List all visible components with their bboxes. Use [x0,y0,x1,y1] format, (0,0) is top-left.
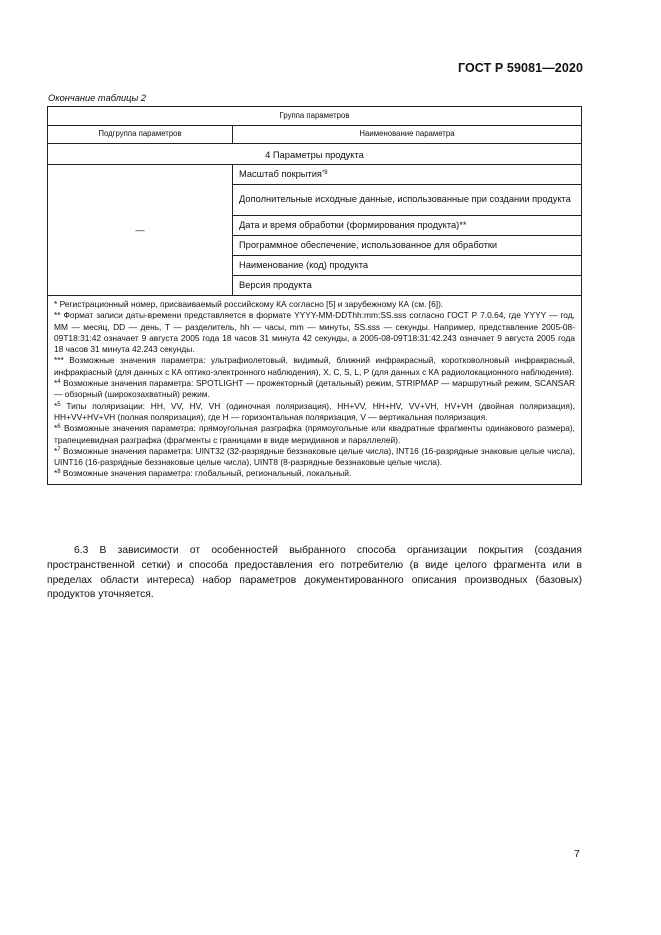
body-paragraph: 6.3 В зависимости от особенностей выбранного способа организации покрытия (создания пространственной сетки) и способа предоставления его потребителю (в виде целого фрагмента или в пределах области интереса) набор параметров документированного описания производных (базовых) продуктов уточняется. [47,545,582,601]
footnote-number: 8 [57,469,61,476]
subgroup-cell: — [48,165,233,296]
group-header: Группа параметров [48,107,582,126]
column-header-subgroup: Подгруппа параметров [48,126,233,144]
footnote [54,468,575,479]
footnote-text: Типы поляризации: HH, VV, HV, VH (одиночная поляризация), HH+VV, HH+HV, VV+VH, HV+VH (двойная поляризация), HH+VV+HV+VH (полная поляризация), где H — горизонтальная поляризация, V — вертикальная поляризация. [54,400,575,422]
parameter-row [233,236,582,256]
footnote [54,299,575,310]
section-title: 4 Параметры продукта [48,144,582,165]
footnote-number: 4 [57,379,61,386]
footnote-mark: * [54,445,58,456]
footnote-text: Возможные значения параметра: UINT32 (32-разрядные беззнаковые целые числа), INT16 (16-разрядные знаковые целые числа), UINT16 (16-разрядные беззнаковые целые числа), UINT8 (8-разрядные беззнаковые целые числа). [54,445,575,468]
parameter-row [233,165,582,185]
table-caption: Окончание таблицы 2 [48,93,147,103]
parameter-text: Масштаб покрытия [239,168,322,179]
parameter-text: Дата и время обработки (формирования продукта)** [239,219,467,230]
footnote-number: 6 [57,424,61,431]
parameter-text: Дополнительные исходные данные, использованные при создании продукта [239,194,571,205]
footnote-text: Возможные значения параметра: SPOTLIGHT — прожекторный (детальный) режим, STRIPMAP — маршрутный режим, SCANSAR — обзорный (широкозахватный) режим. [54,378,575,400]
footnote-number: 5 [57,401,61,408]
footnote-marker: *8 [321,169,328,176]
parameter-row [233,216,582,236]
footnote [54,401,575,424]
parameter-text: Программное обеспечение, использованное для обработки [239,239,498,250]
parameter-row [233,276,582,296]
parameter-text: Наименование (код) продукта [239,259,369,270]
footnote-number: 7 [57,446,61,453]
footnote-text: Возможные значения параметра: глобальный, региональный, локальный. [60,468,352,479]
footnote [54,423,575,446]
footnote-mark: * [54,400,58,411]
footnote-mark: * [54,423,58,434]
table-footnotes [48,296,582,485]
footnote [54,355,575,378]
footnote-text: * Регистрационный номер, присваиваемый российскому КА согласно [5] и зарубежному КА (см. [6]). [54,299,444,309]
footnote-text: Возможные значения параметра: прямоугольная разграфка (прямоугольные или квадратные фрагменты одинакового размера), трапециевидная разграфка (фрагменты с границами в виде меридианов и параллелей). [54,423,575,445]
footnote [54,310,575,355]
footnote [54,446,575,469]
footnote-mark: * [54,468,58,479]
footnote [54,378,575,401]
column-header-parameter-name: Наименование параметра [233,126,582,144]
parameter-row [233,256,582,276]
parameter-text: Версия продукта [239,279,312,290]
document-standard-number: ГОСТ Р 59081—2020 [457,61,583,75]
footnote-text: *** Возможные значения параметра: ультрафиолетовый, видимый, ближний инфракрасный, коротковолновый инфракрасный, инфракрасный (для данных с КА оптико-электронного наблюдения), X, C, S, L, P (для данных с КА радиолокационного наблюдения). [54,355,575,377]
parameters-table [47,106,582,485]
parameter-row [233,185,582,216]
footnote-mark: * [54,378,58,389]
page-number: 7 [574,848,580,860]
footnote-text: ** Формат записи даты-времени представляется в формате YYYY-MM-DDThh:mm:SS.sss согласно ГОСТ Р 7.0.64, где YYYY — год, MM — месяц, DD — день, T — разделитель, hh — часы, mm — минуты, SS.sss — секунды. Например, представление 2005-08-09T18:31:42 означает 9 августа 2005 года 18 часов 31 минута 42 секунды, а 2005-08-09T18:31:42.243 означает 9 августа 2005 года 18 часов 31 минута 42.243 секунды. [54,310,575,355]
